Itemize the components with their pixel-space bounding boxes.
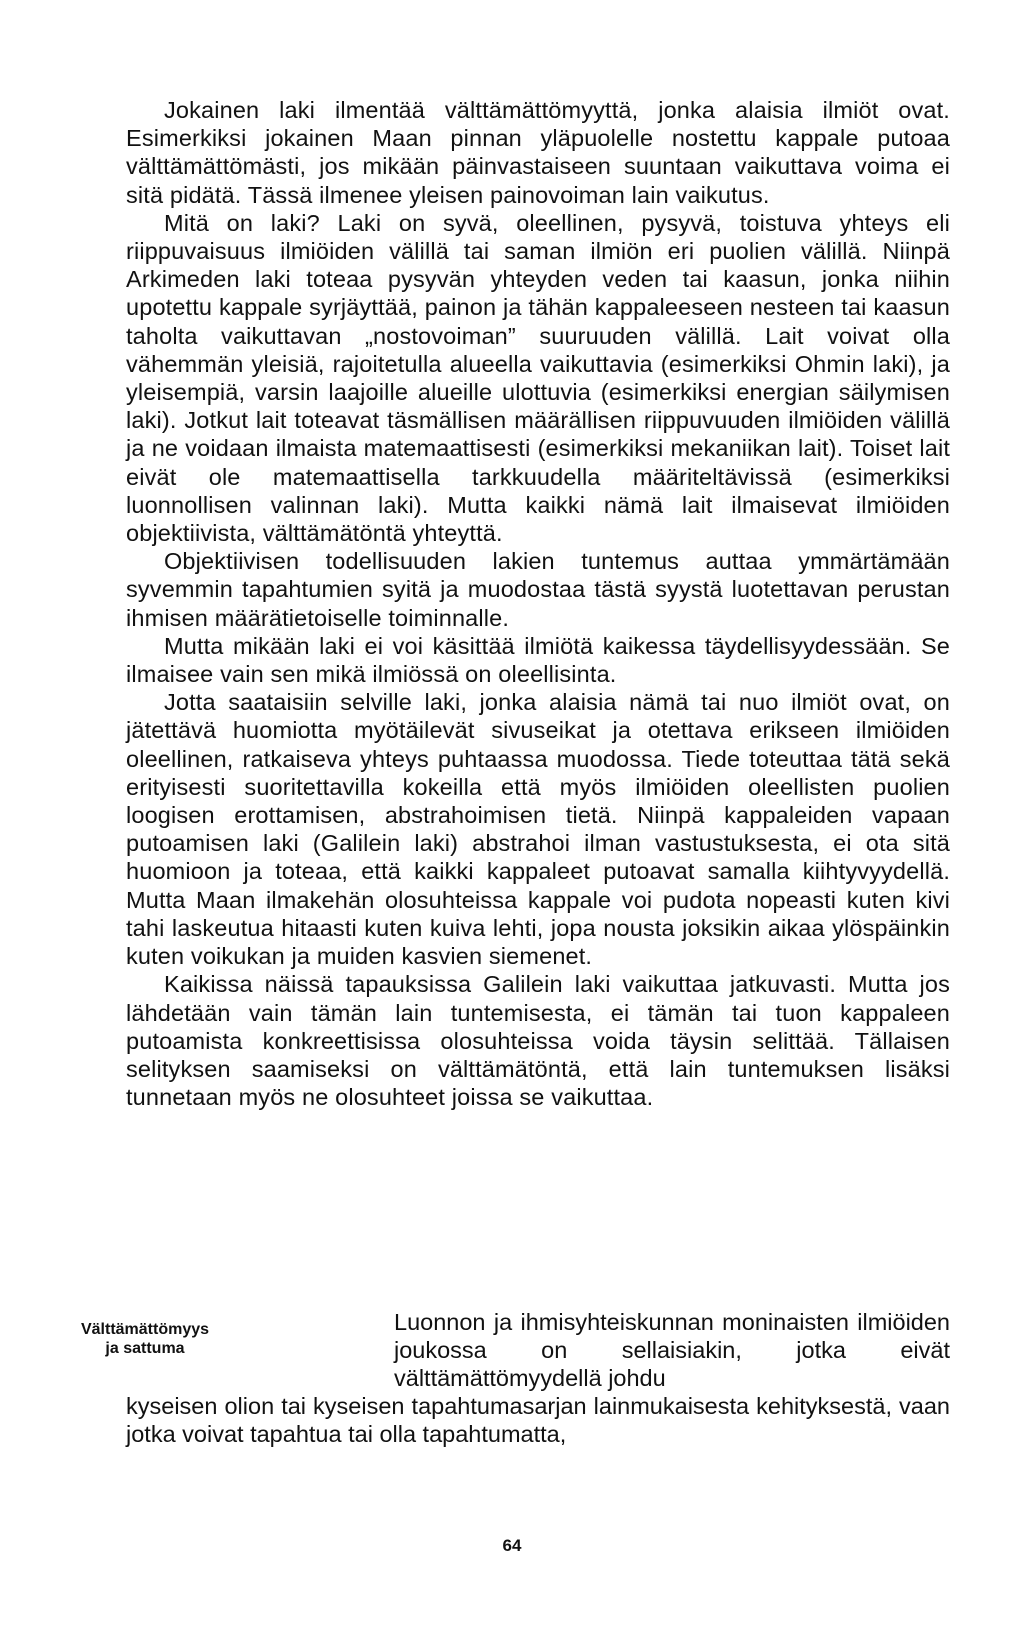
body-text bbox=[126, 96, 950, 1111]
section-opening-text: Luonnon ja ihmisyhteiskunnan moninaisten ilmiöiden joukossa on sellaisiakin, jotka eivät välttämättömyydellä johdu bbox=[394, 1309, 950, 1392]
section-heading-line1: Välttämättömyys bbox=[80, 1321, 210, 1338]
paragraph-6: Kaikissa näissä tapauksissa Galilein laki vaikuttaa jatkuvasti. Mutta jos lähdetään vain tämän lain tuntemisesta, ei tämän tai tuon kappaleen putoamista konkreettisissa olosuhteissa voida täysin selittää. Tällaisen selityksen saamiseksi on välttämätöntä, että lain tuntemuksen lisäksi tunnetaan myös ne olosuhteet joissa se vaikuttaa. bbox=[126, 971, 950, 1111]
paragraph-4: Mutta mikään laki ei voi käsittää ilmiötä kaikessa täydellisyydessään. Se ilmaisee vain sen mikä ilmiössä on oleellisinta. bbox=[126, 632, 950, 688]
section-margin-heading bbox=[50, 1320, 240, 1358]
page-number: 64 bbox=[502, 1536, 522, 1555]
paragraph-5: Jotta saataisiin selville laki, jonka alaisia nämä tai nuo ilmiöt ovat, on jätettävä huomiotta myötäilevät sivuseikat ja otettava erikseen ilmiöiden oleellinen, ratkaiseva yhteys puhtaassa muodossa. Tiede toteuttaa tätä sekä erityisesti suoritettavilla kokeilla että myös ilmiöiden oleellisten puolien loogisen erottamisen, abstrahoimisen tietä. Niinpä kappaleiden vapaan putoamisen laki (Galilein laki) abstrahoi ilman vastustuksesta, ei ota sitä huomioon ja toteaa, että kaikki kappaleet putoavat samalla kiihtyvyydellä. Mutta Maan ilmakehän olosuhteissa kappale voi pudota nopeasti kuten kivi tahi laskeutua hitaasti kuten kuiva lehti, jopa nousta joksikin aikaa ylöspäinkin kuten voikukan ja muiden kasvien siemenet. bbox=[126, 689, 950, 970]
section-heading-line2: ja sattuma bbox=[105, 1340, 185, 1357]
paragraph-3: Objektiivisen todellisuuden lakien tuntemus auttaa ymmärtämään syvemmin tapahtumien syitä ja muodostaa tästä syystä luotettavan perustan ihmisen määrätietoiselle toiminnalle. bbox=[126, 548, 950, 631]
paragraph-1: Jokainen laki ilmentää välttämättömyyttä, jonka alaisia ilmiöt ovat. Esimerkiksi jokainen Maan pinnan yläpuolelle nostettu kappale putoaa välttämättömästi, jos mikään päinvastaiseen suuntaan vaikuttava voima ei sitä pidätä. Tässä ilmenee yleisen painovoiman lain vaikutus. bbox=[126, 97, 950, 208]
section-continuation-text: kyseisen olion tai kyseisen tapahtumasarjan lainmukaisesta kehityksestä, vaan jotka voivat tapahtua tai olla tapahtumatta, bbox=[126, 1393, 950, 1448]
paragraph-2: Mitä on laki? Laki on syvä, oleellinen, pysyvä, toistuva yhteys eli riippuvaisuus ilmiöiden välillä tai saman ilmiön eri puolien välillä. Niinpä Arkimeden laki toteaa pysyvän yhteyden veden tai kaasun, jonka niihin upotettu kappale syrjäyttää, painon ja tähän kappaleeseen nesteen tai kaasun taholta vaikuttavan „nostovoiman” suuruuden välillä. Lait voivat olla vähemmän yleisiä, rajoitetulla alueella vaikuttavia (esimerkiksi Ohmin laki), ja yleisempiä, varsin laajoille alueille ulottuvia (esimerkiksi energian säilymisen laki). Jotkut lait toteavat täsmällisen määrällisen riippuvuuden ilmiöiden välillä ja ne voidaan ilmaista matemaattisesti (esimerkiksi mekaniikan lait). Toiset lait eivät ole matemaattisella tarkkuudella määriteltävissä (esimerkiksi luonnollisen valinnan laki). Mutta kaikki nämä lait ilmaisevat ilmiöiden objektiivista, välttämätöntä yhteyttä. bbox=[126, 209, 950, 547]
